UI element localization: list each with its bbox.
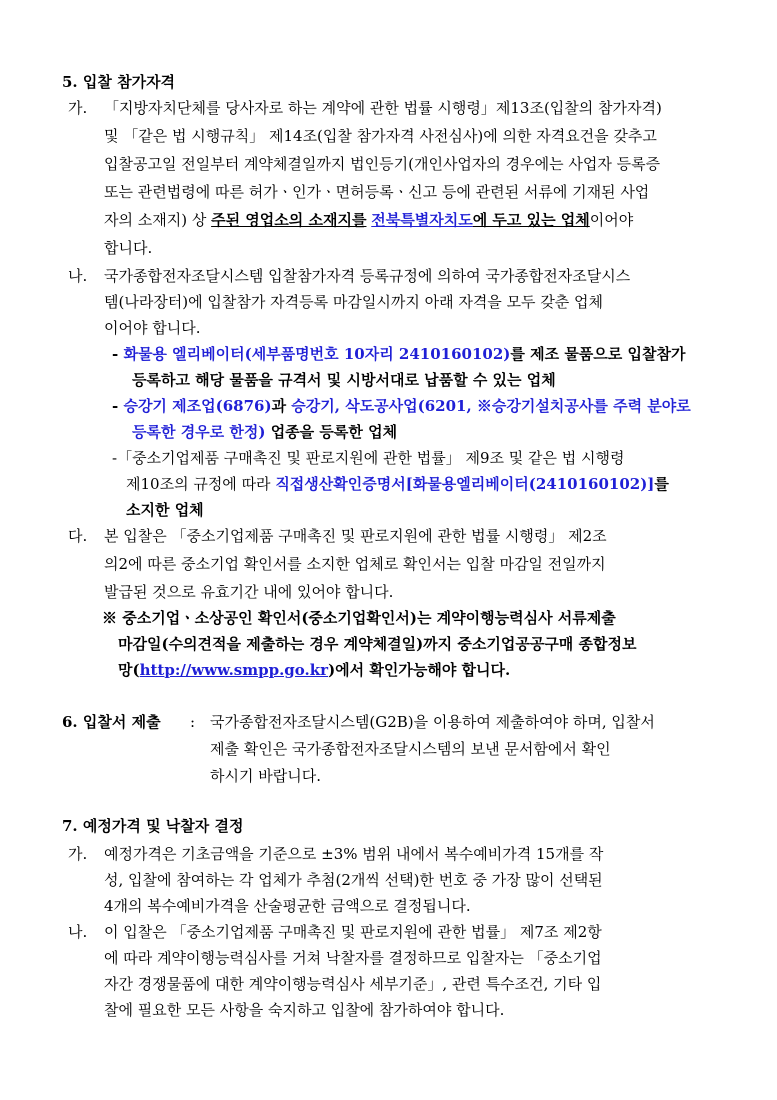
paragraph-line: 발급된 것으로 유효기간 내에 있어야 합니다. — [104, 583, 394, 601]
text-span: 과 — [271, 397, 292, 415]
paragraph-line: 4개의 복수예비가격을 산술평균한 금액으로 결정됩니다. — [104, 897, 471, 915]
paragraph-line: 국가종합전자조달시스템 입찰참가자격 등록규정에 의하여 국가종합전자조달시스 — [104, 267, 631, 285]
dash: - — [112, 345, 124, 363]
item-marker: 다. — [68, 527, 88, 545]
paragraph-line: 템(나라장터)에 입찰참가 자격등록 마감일시까지 아래 자격을 모두 갖춘 업체 — [104, 293, 604, 311]
text-span: 망( — [118, 661, 140, 679]
item-marker: 가. — [68, 845, 88, 863]
note-line — [118, 660, 510, 680]
paragraph-line: 의2에 따른 중소기업 확인서를 소지한 업체로 확인서는 입찰 마감일 전일까지 — [104, 555, 606, 573]
highlight-text: 승강기, 삭도공사업(6201, ※승강기설치공사를 주력 분야로 — [291, 397, 691, 415]
text-span: 를 — [654, 475, 669, 493]
text-span: 제10조의 규정에 따라 — [126, 475, 276, 493]
paragraph-line: 이어야 합니다. — [104, 319, 201, 337]
paragraph-line: 입찰공고일 전일부터 계약체결일까지 법인등기(개인사업자의 경우에는 사업자 등록증 — [104, 155, 661, 173]
item-marker: 나. — [68, 923, 88, 941]
highlight-text: 화물용 엘리베이터(세부품명번호 10자리 2410160102) — [123, 345, 511, 363]
section-7-heading: 7. 예정가격 및 낙찰자 결정 — [62, 817, 244, 835]
paragraph-line: 본 입찰은 「중소기업제품 구매촉진 및 판로지원에 관한 법률 시행령」 제2조 — [104, 527, 607, 545]
paragraph-line: 에 따라 계약이행능력심사를 거쳐 낙찰자를 결정하므로 입찰자는 「중소기업 — [104, 949, 602, 967]
smpp-link[interactable]: http://www.smpp.go.kr — [139, 661, 329, 679]
paragraph-line: 제출 확인은 국가종합전자조달시스템의 보낸 문서함에서 확인 — [210, 740, 611, 758]
dash: - — [112, 397, 124, 415]
paragraph-line: 자간 경쟁물품에 대한 계약이행능력심사 세부기준」, 관련 특수조건, 기타 입 — [104, 975, 602, 993]
text-span: 자의 소재지) 상 — [104, 211, 212, 229]
text-span: 를 제조 물품으로 입찰참가 — [510, 345, 686, 363]
note-line: ※ 중소기업ㆍ소상공인 확인서(중소기업확인서)는 계약이행능력심사 서류제출 — [102, 609, 616, 627]
list-item-continuation: 등록하고 해당 물품을 규격서 및 시방서대로 납품할 수 있는 업체 — [132, 371, 556, 389]
paragraph-line: 「지방자치단체를 당사자로 하는 계약에 관한 법률 시행령」제13조(입찰의 참가자격) — [104, 99, 662, 117]
list-item-continuation: 소지한 업체 — [126, 501, 204, 519]
paragraph-line: 성, 입찰에 참여하는 각 업체가 추첨(2개씩 선택)한 번호 중 가장 많이 선택된 — [104, 871, 603, 889]
note-line: 마감일(수의견적을 제출하는 경우 계약체결일)까지 중소기업공공구매 종합정보 — [118, 635, 637, 653]
paragraph-line: 찰에 필요한 모든 사항을 숙지하고 입찰에 참가하여야 합니다. — [104, 1001, 505, 1019]
list-item-continuation — [132, 422, 397, 442]
paragraph-line: 예정가격은 기초금액을 기준으로 ±3% 범위 내에서 복수예비가격 15개를 작 — [104, 845, 604, 863]
paragraph-line: 국가종합전자조달시스템(G2B)을 이용하여 제출하여야 하며, 입찰서 — [210, 713, 655, 731]
paragraph-line: 이 입찰은 「중소기업제품 구매촉진 및 판로지원에 관한 법률」 제7조 제2항 — [104, 923, 602, 941]
list-item — [112, 396, 691, 416]
text-span: 이어야 — [589, 211, 634, 229]
item-marker: 나. — [68, 267, 88, 285]
paragraph-line: 또는 관련법령에 따른 허가ㆍ인가ㆍ면허등록ㆍ신고 등에 관련된 서류에 기재된 사업 — [104, 183, 650, 201]
list-item-continuation — [126, 474, 669, 494]
paragraph-line: 및 「같은 법 시행규칙」 제14조(입찰 참가자격 사전심사)에 의한 자격요건을 갖추고 — [104, 127, 657, 145]
highlight-text: 등록한 경우로 한정) — [132, 423, 266, 441]
emphasis-text: 주된 영업소의 소재지를 — [211, 211, 367, 229]
section-6-heading: 6. 입찰서 제출 — [62, 713, 161, 731]
text-span: 업종을 등록한 업체 — [265, 423, 398, 441]
list-item — [112, 344, 685, 364]
highlight-text: 직접생산확인증명서[화물용엘리베이터(2410160102)] — [275, 475, 655, 493]
paragraph-line: 하시기 바랍니다. — [210, 767, 321, 785]
section-5-heading: 5. 입찰 참가자격 — [62, 73, 176, 91]
region-highlight: 전북특별자치도 — [371, 211, 473, 229]
separator-colon: : — [190, 713, 196, 731]
paragraph-line — [104, 210, 633, 230]
emphasis-text: 에 두고 있는 업체 — [472, 211, 590, 229]
highlight-text: 승강기 제조업(6876) — [123, 397, 272, 415]
text-span: )에서 확인가능해야 합니다. — [328, 661, 511, 679]
list-item: -「중소기업제품 구매촉진 및 판로지원에 관한 법률」 제9조 및 같은 법 시행령 — [112, 449, 625, 467]
item-marker: 가. — [68, 99, 88, 117]
paragraph-line: 합니다. — [104, 239, 153, 257]
